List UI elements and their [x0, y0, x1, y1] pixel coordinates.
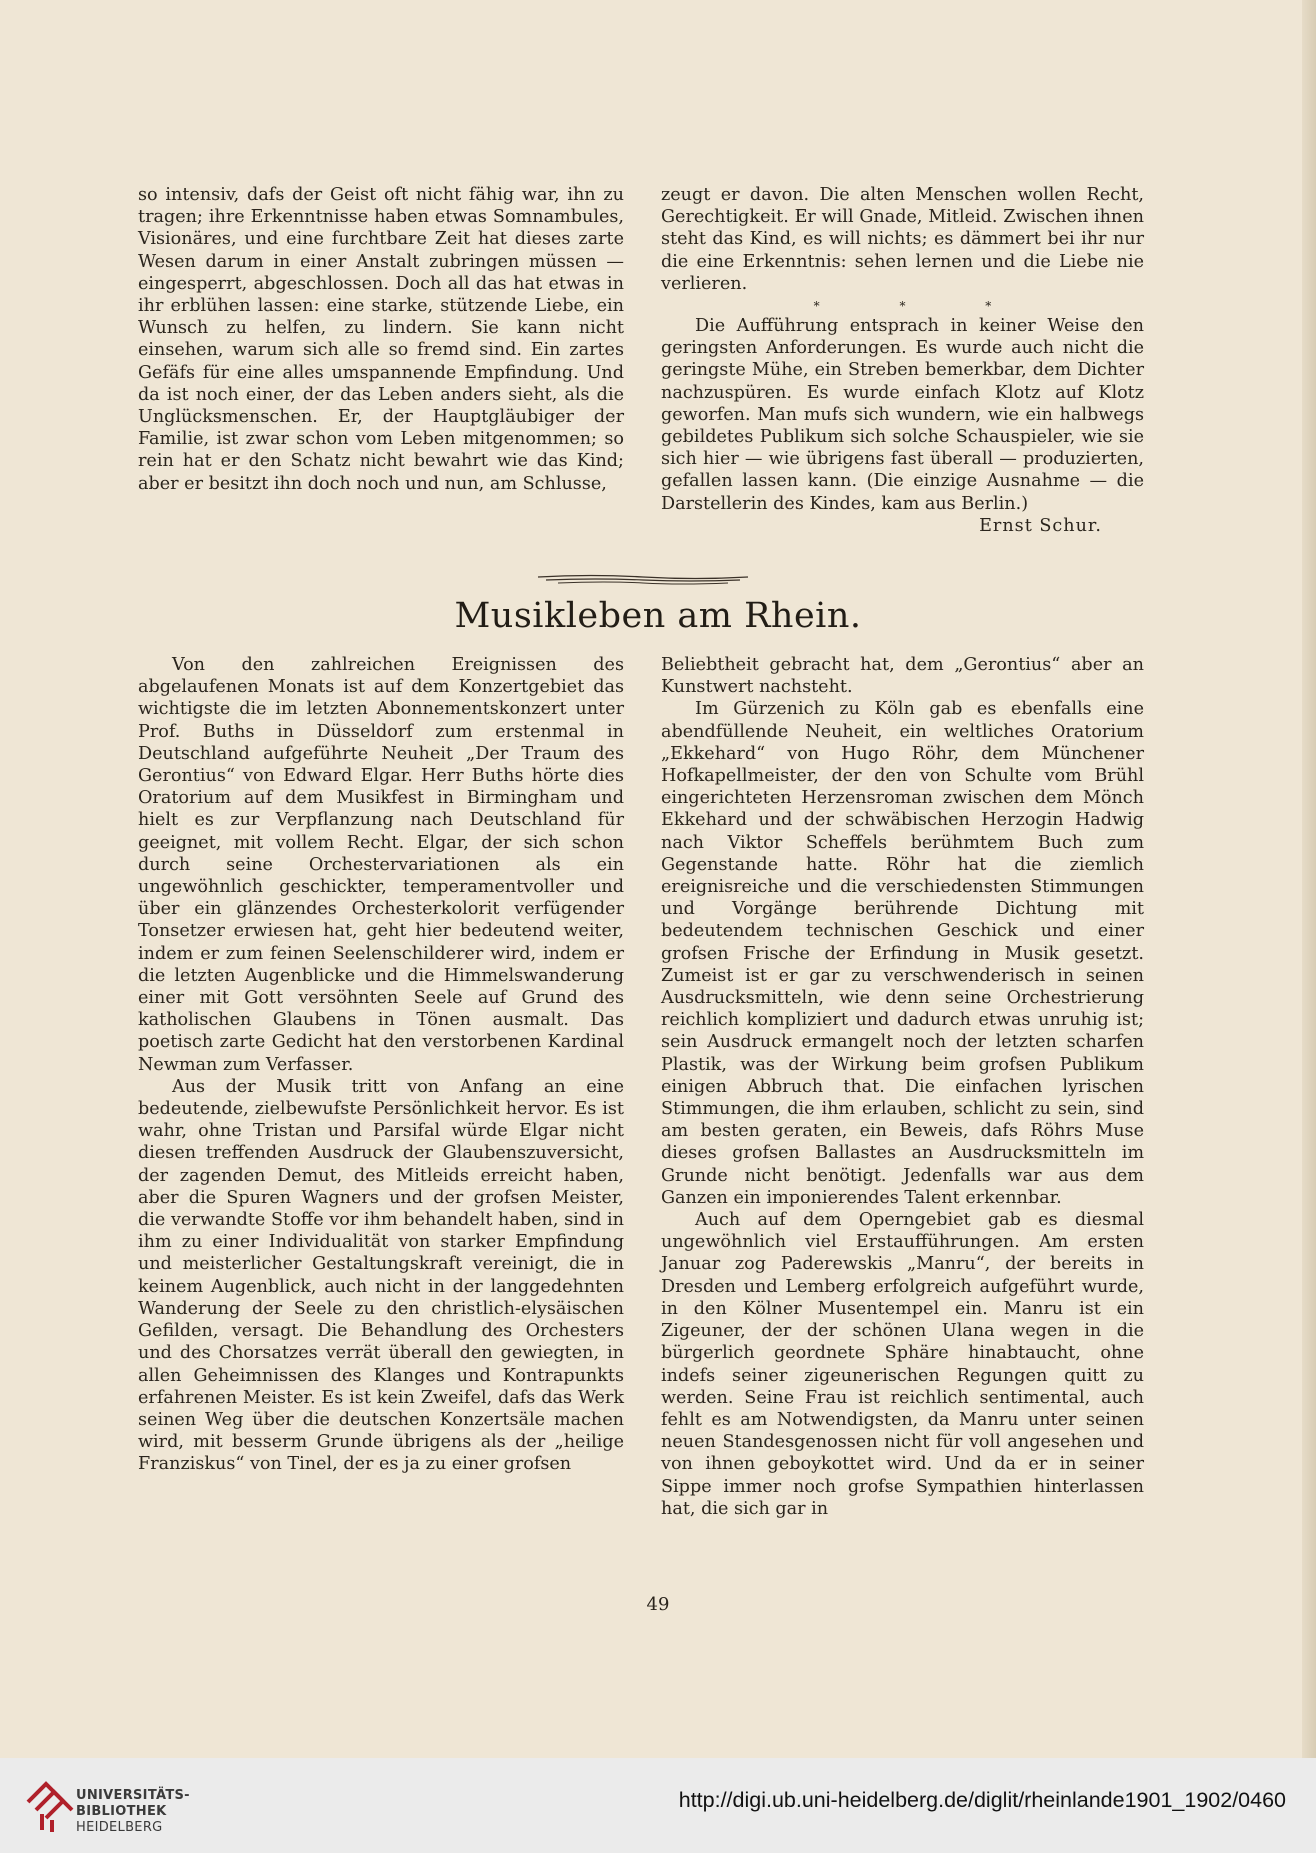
paragraph: zeugt er davon. Die alten Menschen wollen Recht, Gerechtigkeit. Er will Gnade, Mitleid. Zwischen ihnen steht das Kind, es will nichts; es dämmert bei ihr nur die eine Erkenntnis: sehen lernen und die Liebe nie verlieren.: [661, 185, 1144, 294]
paragraph: Beliebtheit gebracht hat, dem „Gerontius“ aber an Kunstwert nachsteht.: [661, 655, 1144, 698]
library-logo-icon: [22, 1774, 78, 1836]
column-top-left: [138, 184, 624, 495]
paragraph: Im Gürzenich zu Köln gab es ebenfalls eine abendfüllende Neuheit, ein weltliches Oratorium „Ekkehard“ von Hugo Röhr, dem Münchener Hofkapellmeister, der den von Schulte vom Brühl eingerichteten Herzensroman zwischen dem Mönch Ekkehard und der schwäbischen Herzogin Hadwig nach Viktor Scheffels berühmtem Buch zum Gegenstande hatte. Röhr hat die ziemlich ereignisreiche und die verschiedensten Stimmungen und Vorgänge berührende Dichtung mit bedeutendem technischen Geschick und einer grofsen Frische der Erfindung in Musik gesetzt. Zumeist ist er gar zu verschwenderisch in seinen Ausdrucksmitteln, wie denn seine Orchestrierung reichlich kompliziert und dadurch etwas unruhig ist; sein Ausdruck ermangelt noch der letzten scharfen Plastik, was der Wirkung beim grofsen Publikum einigen Abbruch that. Die einfachen lyrischen Stimmungen, die ihm erlauben, schlicht zu sein, sind am besten geraten, ein Beweis, dafs Röhrs Muse dieses grofsen Ballastes an Ausdrucksmitteln im Grunde nicht benötigt. Jedenfalls war aus dem Ganzen ein imponierendes Talent erkennbar.: [661, 699, 1144, 1208]
paragraph: so intensiv, dafs der Geist oft nicht fähig war, ihn zu tragen; ihre Erkenntnisse haben etwas Somnambules, Visionäres, und eine furchtbare Zeit hat dieses zarte Wesen darum in einer Anstalt zubringen müssen — eingesperrt, abgeschlossen. Doch all das hat etwas in ihr erblühen lassen: eine starke, stützende Liebe, ein Wunsch zu helfen, zu lindern. Sie kann nicht einsehen, warum sich alle so fremd sind. Ein zartes Gefäfs für eine alles umspannende Empfindung. Und da ist noch einer, der das Leben anders sieht, als die Unglücksmenschen. Er, der Hauptgläubiger der Familie, ist zwar schon vom Leben mitgenommen; so rein hat er den Schatz nicht bewahrt wie das Kind; aber er besitzt ihn doch noch und nun, am Schlusse,: [138, 185, 624, 494]
paragraph: Von den zahlreichen Ereignissen des abgelaufenen Monats ist auf dem Konzertgebiet das wichtigste die im letzten Abonnementskonzert unter Prof. Buths in Düsseldorf zum erstenmal in Deutschland aufgeführte Neuheit „Der Traum des Gerontius“ von Edward Elgar. Herr Buths hörte dies Oratorium auf dem Musikfest in Birmingham und hielt es zur Verpflanzung nach Deutschland für geeignet, mit vollem Recht. Elgar, der sich schon durch seine Orchestervariationen als ein ungewöhnlich geschickter, temperamentvoller und über ein glänzendes Orchesterkolorit verfügender Tonsetzer erwiesen hat, geht hier bedeutend weiter, indem er zum feinen Seelenschilderer wird, indem er die letzten Augenblicke und die Himmelswanderung einer mit Gott versöhnten Seele auf Grund des katholischen Glaubens in Tönen ausmalt. Das poetisch zarte Gedicht hat den verstorbenen Kardinal Newman zum Verfasser.: [138, 655, 624, 1075]
review-paragraph: Die Aufführung entsprach in keiner Weise den geringsten Anforderungen. Es wurde auch nicht die geringste Mühe, ein Streben bemerkbar, dem Dichter nachzuspüren. Es wurde einfach Klotz auf Klotz geworfen. Man mufs sich wundern, wie ein halbwegs gebildetes Publikum sich solche Schauspieler, wie sie sich hier — wie übrigens fast überall — produzierten, gefallen lassen kann. (Die einzige Ausnahme — die Darstellerin des Kindes, kam aus Berlin.): [661, 316, 1144, 514]
signature: Ernst Schur.: [979, 515, 1102, 536]
permalink-url[interactable]: http://digi.ub.uni-heidelberg.de/diglit/rheinlande1901_1902/0460: [678, 1788, 1286, 1812]
institution-line: HEIDELBERG: [76, 1820, 163, 1835]
paragraph: Auch auf dem Operngebiet gab es diesmal ungewöhnlich viel Erstaufführungen. Am ersten Januar zog Paderewskis „Manru“, der bereits in Dresden und Lemberg erfolgreich aufgeführt wurde, in den Kölner Musentempel ein. Manru ist ein Zigeuner, der der schönen Ulana wegen in die bürgerlich geordnete Sphäre hinabtaucht, ohne indefs seiner zigeunerischen Regungen quitt zu werden. Seine Frau ist reichlich sentimental, auch fehlt es am Notwendigsten, da Manru unter seinen neuen Standesgenossen nicht für voll angesehen und von ihnen geboykottet wird. Und da er in seiner Sippe immer noch grofse Sympathien hinterlassen hat, die sich gar in: [661, 1210, 1144, 1519]
column-top-right: [661, 184, 1144, 537]
asterism: * * *: [813, 299, 1030, 314]
page-edge: [1302, 0, 1316, 1758]
footer-bar: [0, 1758, 1316, 1853]
section-title: Musikleben am Rhein.: [454, 596, 862, 636]
column-bottom-left: [138, 654, 624, 1476]
institution-name: [76, 1788, 190, 1836]
section-divider: [536, 573, 750, 585]
page-number: 49: [646, 1594, 670, 1615]
column-bottom-right: [661, 654, 1144, 1520]
institution-line: BIBLIOTHEK: [76, 1804, 167, 1819]
paragraph: Aus der Musik tritt von Anfang an eine bedeutende, zielbewufste Persönlichkeit hervor. Es ist wahr, ohne Tristan und Parsifal würde Elgar nicht diesen treffenden Ausdruck der Glaubenszuversicht, der zagenden Demut, des Mitleids erreicht haben, aber die Spuren Wagners und der grofsen Meister, die verwandte Stoffe vor ihm behandelt haben, sind in ihm zu einer Individualität von starker Empfindung und meisterlicher Gestaltungskraft vereinigt, die in keinem Augenblick, auch nicht in der langgedehnten Wanderung der Seele zu den christlich-elysäischen Gefilden, versagt. Die Behandlung des Orchesters und des Chorsatzes verrät überall den gewiegten, in allen Geheimnissen des Klanges und Kontrapunkts erfahrenen Meister. Es ist kein Zweifel, dafs das Werk seinen Weg über die deutschen Konzertsäle machen wird, mit besserm Grunde übrigens als der „heilige Franziskus“ von Tinel, der es ja zu einer grofsen: [138, 1076, 624, 1475]
institution-line: UNIVERSITÄTS-: [76, 1788, 190, 1803]
